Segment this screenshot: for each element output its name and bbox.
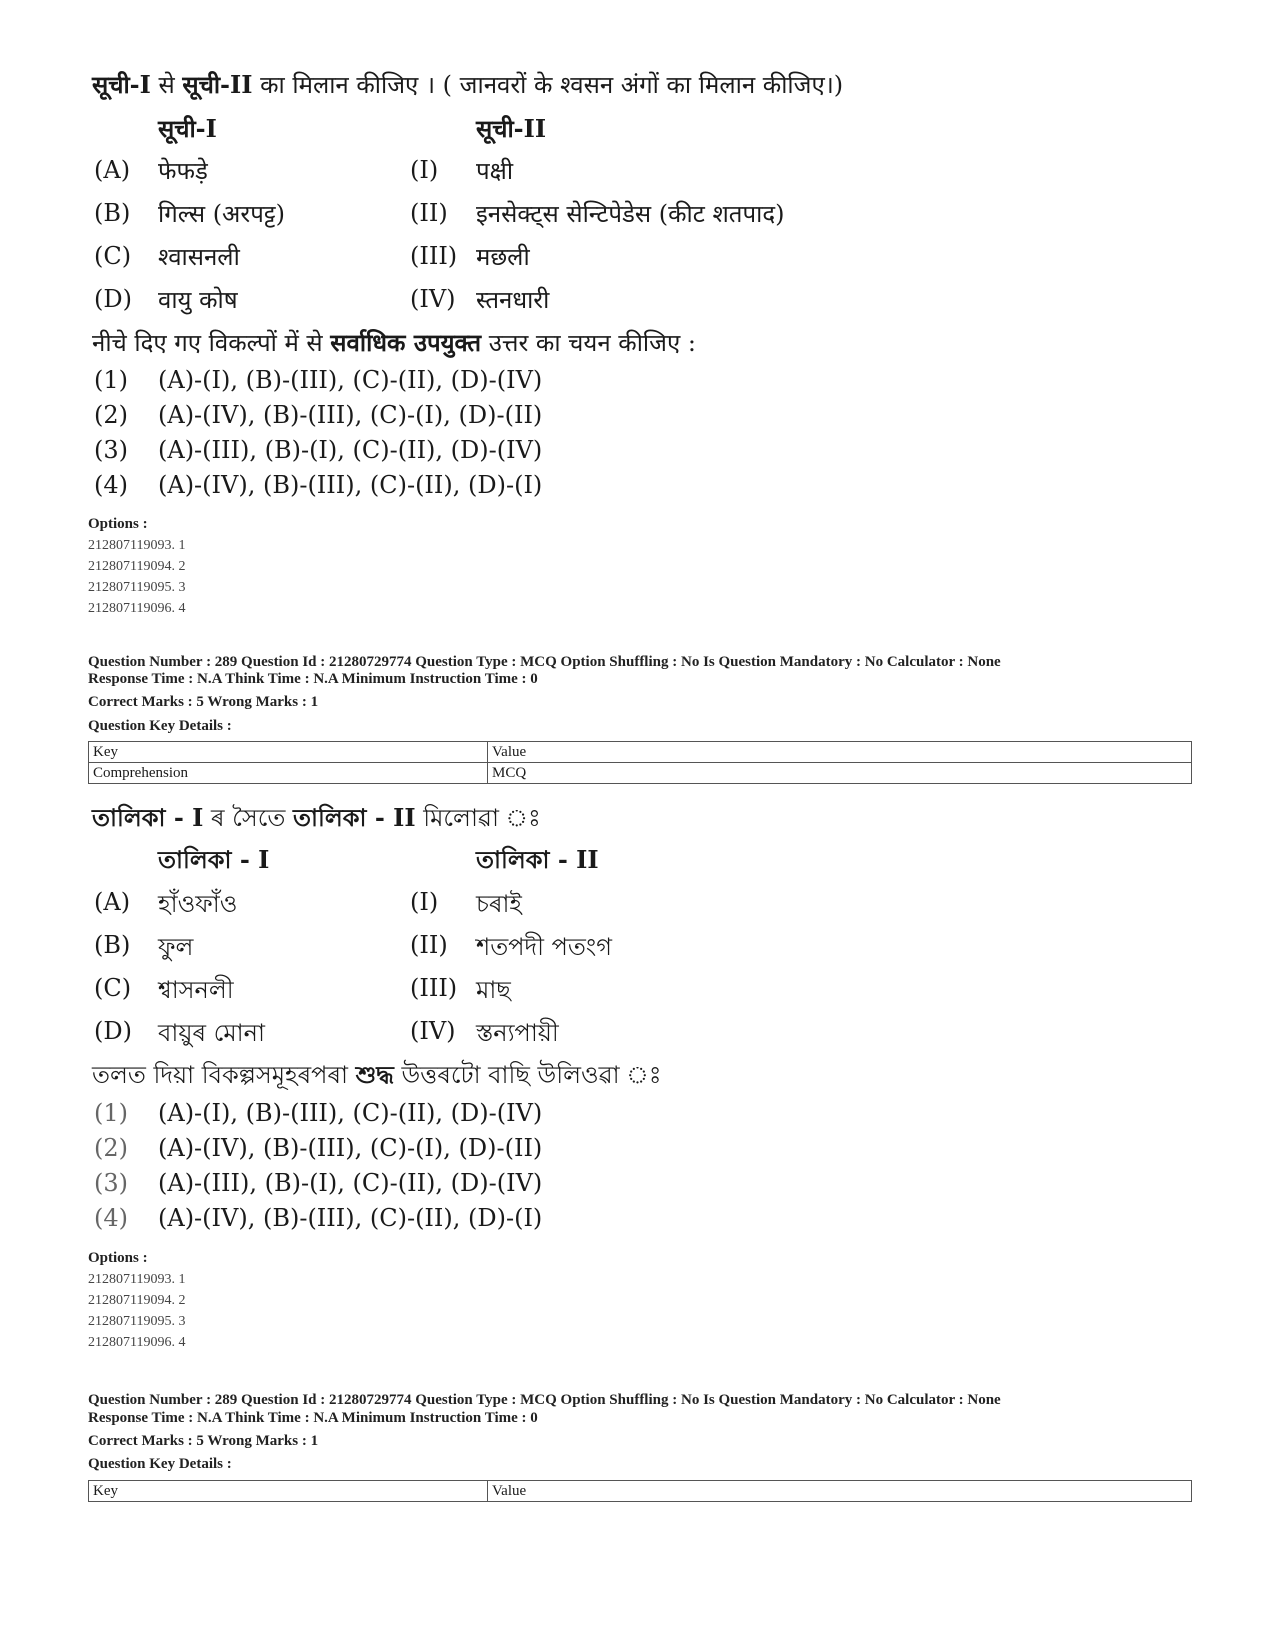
meta1-key-table — [88, 741, 1192, 784]
q2-option-id: 212807119093. 1 — [88, 1272, 186, 1287]
q2-list2-label: (II) — [410, 931, 448, 959]
q2-option-id: 212807119095. 3 — [88, 1314, 186, 1329]
q2-option-number: (1) — [94, 1099, 128, 1127]
q1-list1-label: (C) — [94, 242, 132, 270]
table-row — [89, 763, 1192, 784]
meta2-key-table — [88, 1480, 1192, 1502]
q1-option-id: 212807119095. 3 — [88, 580, 186, 595]
q2-instruction — [92, 800, 541, 840]
q1-option-number: (2) — [94, 401, 128, 429]
q2-list2-label: (I) — [410, 888, 439, 916]
q2-list2-item: স্তন্যপায়ী — [476, 1019, 559, 1047]
q2-col2-heading: তালিকা - II — [476, 845, 599, 874]
q1-list1-item: वायु कोष — [158, 286, 238, 314]
q1-instruction-rest: का मिलान कीजिए । ( जानवरों के श्वसन अंगों का मिलान कीजिए।) — [252, 71, 844, 99]
q2-list1-item: বায়ুৰ মোনা — [158, 1019, 265, 1047]
q2-instruction-mid: ৰ সৈতে — [203, 804, 293, 832]
q1-list1-label: (D) — [94, 285, 132, 313]
q1-list1-item: फेफड़े — [158, 157, 208, 185]
q2-list1-item: শ্বাসনলী — [158, 976, 234, 1004]
q1-list2-item: मछली — [476, 243, 530, 271]
q1-list2-label: (II) — [410, 199, 448, 227]
q1-list2-item: स्तनधारी — [476, 286, 550, 314]
q1-instruction-mid: से — [150, 71, 183, 99]
meta2-timing-info: Response Time : N.A Think Time : N.A Minimum Instruction Time : 0 — [88, 1410, 538, 1426]
meta1-timing-info: Response Time : N.A Think Time : N.A Minimum Instruction Time : 0 — [88, 671, 538, 687]
q2-option-id: 212807119096. 4 — [88, 1335, 186, 1350]
q1-choose-bold: सर्वाधिक उपयुक्त — [330, 328, 482, 357]
table-cell-value: MCQ — [488, 763, 1192, 784]
q1-list2-label: (IV) — [410, 285, 456, 313]
q1-col2-heading: सूची-II — [476, 114, 547, 143]
q1-option-number: (4) — [94, 471, 128, 499]
q1-choose-instruction — [92, 326, 696, 359]
meta1-marks-info: Correct Marks : 5 Wrong Marks : 1 — [88, 694, 319, 710]
q2-list1-label: (C) — [94, 974, 132, 1002]
q2-instruction-list1: তালিকা - I — [92, 803, 204, 832]
q2-option-text: (A)-(IV), (B)-(III), (C)-(II), (D)-(I) — [158, 1204, 543, 1232]
q1-option-text: (A)-(IV), (B)-(III), (C)-(I), (D)-(II) — [158, 401, 543, 429]
q1-list1-label: (A) — [94, 156, 131, 184]
q2-instruction-rest: মিলোৱা ঃ — [415, 804, 541, 832]
q1-option-number: (1) — [94, 366, 128, 394]
meta2-question-info: Question Number : 289 Question Id : 21280729774 Question Type : MCQ Option Shuffling : No Is Question Mandatory : No Calculator : None — [88, 1392, 1001, 1408]
q2-choose-pre: তলত দিয়া বিকল্পসমূহৰপৰা — [92, 1061, 356, 1089]
q2-list1-label: (A) — [94, 888, 131, 916]
q1-option-number: (3) — [94, 436, 128, 464]
table-header-value: Value — [488, 1481, 1192, 1502]
meta2-marks-info: Correct Marks : 5 Wrong Marks : 1 — [88, 1433, 319, 1449]
q2-list2-label: (IV) — [410, 1017, 456, 1045]
meta1-question-info: Question Number : 289 Question Id : 21280729774 Question Type : MCQ Option Shuffling : No Is Question Mandatory : No Calculator : None — [88, 654, 1001, 670]
q2-col1-heading: তালিকা - I — [158, 845, 270, 874]
q1-list2-item: पक्षी — [476, 157, 514, 185]
q1-option-id: 212807119094. 2 — [88, 559, 186, 574]
table-header-value: Value — [488, 742, 1192, 763]
q2-option-text: (A)-(I), (B)-(III), (C)-(II), (D)-(IV) — [158, 1099, 543, 1127]
q1-choose-post: उत्तर का चयन कीजिए : — [481, 329, 696, 357]
q2-list1-label: (B) — [94, 931, 131, 959]
q2-option-number: (3) — [94, 1169, 128, 1197]
table-header-key: Key — [89, 1481, 488, 1502]
q1-list2-label: (I) — [410, 156, 439, 184]
q1-options-label: Options : — [88, 516, 148, 532]
q1-instruction-list2: सूची-II — [182, 70, 253, 99]
q1-list2-item: इनसेक्ट्स सेन्टिपेडेस (कीट शतपाद) — [476, 200, 785, 228]
q1-choose-pre: नीचे दिए गए विकल्पों में से — [92, 329, 331, 357]
table-row — [89, 1481, 1192, 1502]
table-cell-key: Comprehension — [89, 763, 488, 784]
q2-options-label: Options : — [88, 1250, 148, 1266]
q1-option-id: 212807119096. 4 — [88, 601, 186, 616]
q1-list1-item: श्वासनली — [158, 243, 240, 271]
q1-instruction-list1: सूची-I — [92, 70, 151, 99]
q1-col1-heading: सूची-I — [158, 114, 217, 143]
q2-instruction-list2: তালিকা - II — [293, 803, 416, 832]
q1-option-text: (A)-(I), (B)-(III), (C)-(II), (D)-(IV) — [158, 366, 543, 394]
q1-instruction — [92, 68, 843, 101]
q2-list2-item: চৰাই — [476, 890, 522, 918]
table-row — [89, 742, 1192, 763]
q2-choose-bold: শুদ্ধ — [355, 1060, 394, 1089]
table-header-key: Key — [89, 742, 488, 763]
q2-list2-label: (III) — [410, 974, 458, 1002]
q1-list2-label: (III) — [410, 242, 458, 270]
q2-choose-post: উত্তৰটো বাছি উলিওৱা ঃ — [393, 1061, 662, 1089]
q2-list1-label: (D) — [94, 1017, 132, 1045]
meta1-key-details-label: Question Key Details : — [88, 718, 232, 734]
q1-option-id: 212807119093. 1 — [88, 538, 186, 553]
q2-list2-item: শতপদী পতংগ — [476, 933, 612, 961]
q2-option-number: (2) — [94, 1134, 128, 1162]
q2-option-number: (4) — [94, 1204, 128, 1232]
q2-option-text: (A)-(IV), (B)-(III), (C)-(I), (D)-(II) — [158, 1134, 543, 1162]
q2-list1-item: হাঁওফাঁও — [158, 890, 238, 918]
q2-option-text: (A)-(III), (B)-(I), (C)-(II), (D)-(IV) — [158, 1169, 543, 1197]
q1-list1-item: गिल्स (अरपट्ट) — [158, 200, 285, 228]
q1-option-text: (A)-(III), (B)-(I), (C)-(II), (D)-(IV) — [158, 436, 543, 464]
q2-list2-item: মাছ — [476, 976, 511, 1004]
q2-choose-instruction — [92, 1057, 662, 1097]
q1-list1-label: (B) — [94, 199, 131, 227]
meta2-key-details-label: Question Key Details : — [88, 1456, 232, 1472]
q2-list1-item: ফুল — [158, 933, 194, 961]
q1-option-text: (A)-(IV), (B)-(III), (C)-(II), (D)-(I) — [158, 471, 543, 499]
q2-option-id: 212807119094. 2 — [88, 1293, 186, 1308]
